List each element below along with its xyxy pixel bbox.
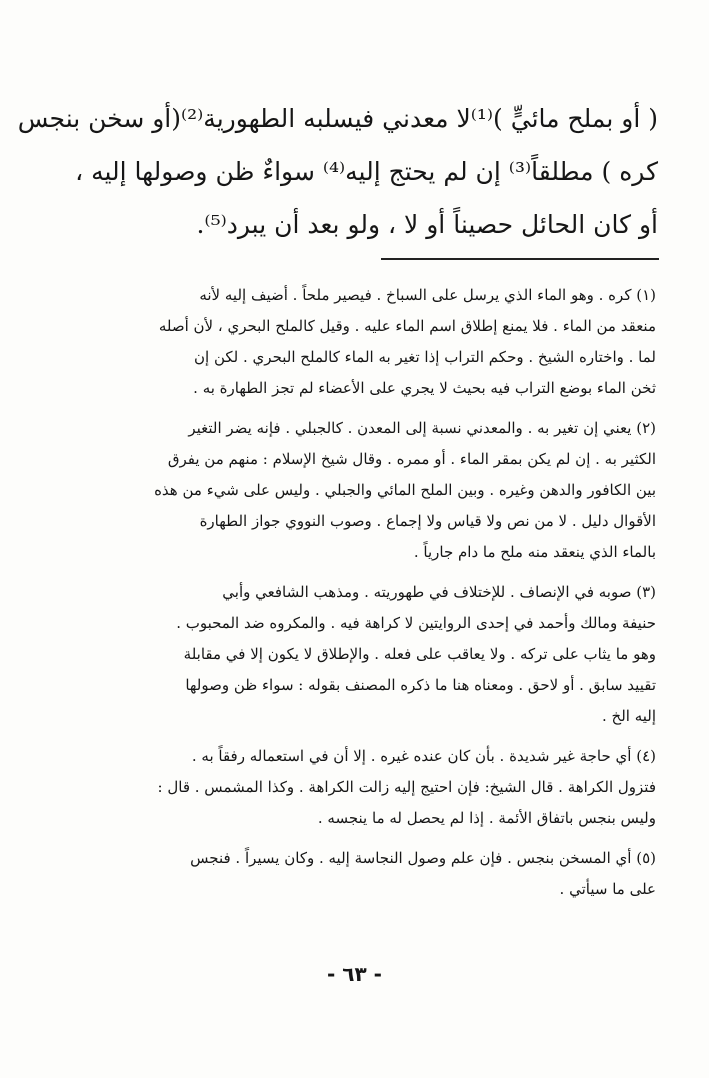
footnote-line: ثخن الماء بوضع التراب فيه بحيث لا يجري على الأعضاء لم تجز الطهارة به .	[193, 379, 656, 397]
footnote-line: (٣) صوبه في الإنصاف . للإختلاف في طهوريته . ومذهب الشافعي وأبي	[222, 583, 656, 601]
footnotes	[72, 280, 656, 914]
footnote-line: (٥) أي المسخن بنجس . فإن علم وصول النجاسة إليه . وكان يسيراً . فنجس	[190, 849, 656, 867]
footnote-line: (٤) أي حاجة غير شديدة . بأن كان عنده غيره . إلا أن في استعماله رفقاً به .	[191, 747, 656, 765]
footnote-5	[72, 843, 656, 905]
footnote-line: حنيفة ومالك وأحمد في إحدى الروايتين لا كراهة فيه . والمكروه ضد المحبوب .	[176, 614, 656, 632]
footnote-line: الكثير به . إن لم يكن بمقر الماء . أو ممره . وقال شيخ الإسلام : منهم من يفرق	[167, 450, 656, 468]
footnote-divider	[381, 258, 659, 260]
main-text	[17, 92, 658, 251]
footnote-line: وليس بنجس باتفاق الأئمة . إذا لم يحصل له ما ينجسه .	[317, 809, 656, 827]
footnote-line: إليه الخ .	[601, 707, 656, 725]
footnote-line: على ما سيأتي .	[559, 880, 656, 898]
footnote-2	[72, 413, 656, 568]
footnote-line: (٢) يعني إن تغير به . والمعدني نسبة إلى المعدن . كالجبلي . فإنه يضر التغير	[188, 419, 656, 437]
footnote-1	[72, 280, 656, 404]
page-number: - ٦٣ -	[327, 962, 382, 986]
footnote-line: بين الكافور والدهن وغيره . وبين الملح المائي والجبلي . وليس على شيء من هذه	[154, 481, 656, 499]
footnote-line: فتزول الكراهة . قال الشيخ: فإن احتيج إليه زالت الكراهة . وكذا المشمس . قال :	[157, 778, 656, 796]
footnote-line: بالماء الذي ينعقد منه ملح ما دام جارياً .	[413, 543, 656, 561]
footnote-line: وهو ما يثاب على تركه . ولا يعاقب على فعله . والإطلاق لا يكون إلا في مقابلة	[183, 645, 656, 663]
main-text-line: ( أو بملح مائيٍّ )⁽¹⁾لا معدني فيسلبه الطهورية⁽²⁾(أو سخن بنجس	[17, 104, 658, 133]
footnote-line: منعقد من الماء . فلا يمنع إطلاق اسم الماء عليه . وقيل كالملح البحري ، لأن أصله	[158, 317, 656, 335]
footnote-line: (١) كره . وهو الماء الذي يرسل على السباخ . فيصير ملحاً . أضيف إليه لأنه	[199, 286, 656, 304]
footnote-line: الأقوال دليل . لا من نص ولا قياس ولا إجماع . وصوب النووي جواز الطهارة	[199, 512, 656, 530]
footnote-3	[72, 577, 656, 732]
footnote-line: تقييد سابق . أو لاحق . ومعناه هنا ما ذكره المصنف بقوله : سواء ظن وصولها	[185, 676, 656, 694]
footnote-4	[72, 741, 656, 834]
footnote-line: لما . واختاره الشيخ . وحكم التراب إذا تغير به الماء كالملح البحري . لكن إن	[194, 348, 656, 366]
main-text-line: أو كان الحائل حصيناً أو لا ، ولو بعد أن يبرد⁽⁵⁾.	[196, 210, 658, 239]
main-text-line: كره ) مطلقاً⁽³⁾ إن لم يحتج إليه⁽⁴⁾ سواءٌ ظن وصولها إليه ،	[75, 157, 658, 186]
